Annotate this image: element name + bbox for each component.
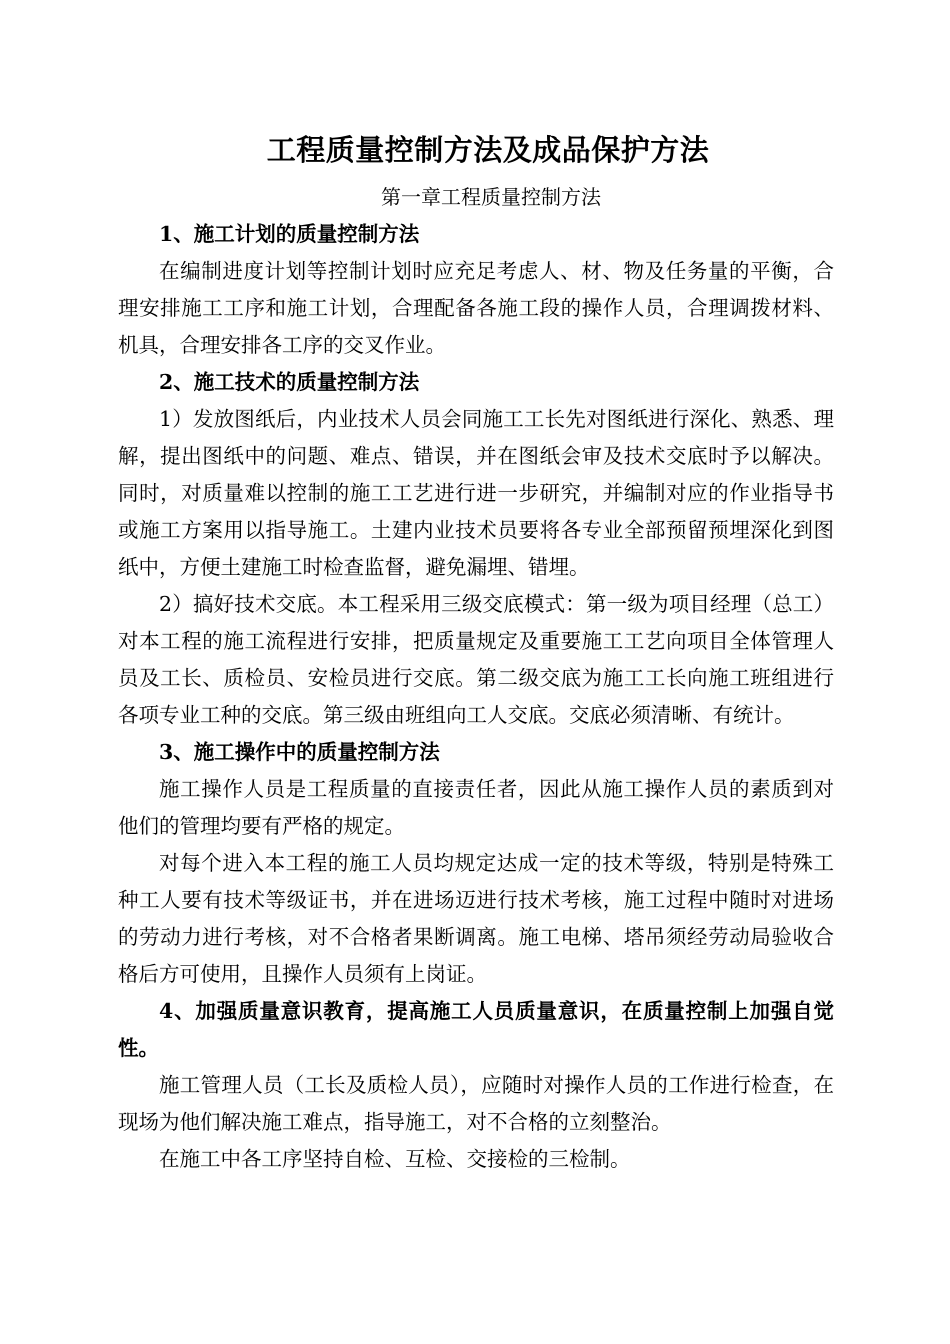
section-heading-2: 2、施工技术的质量控制方法 bbox=[159, 370, 420, 394]
body-paragraph: 2）搞好技术交底。本工程采用三级交底模式：第一级为项目经理（总工）对本工程的施工流程进行安排，把质量规定及重要施工工艺向项目全体管理人员及工长、质检员、安检员进行交底。第二级交底为施工工长向施工班组进行各项专业工种的交底。第三级由班组向工人交底。交底必须清晰、有统计。 bbox=[118, 592, 834, 727]
section-heading-3: 3、施工操作中的质量控制方法 bbox=[159, 740, 440, 764]
body-paragraph: 在施工中各工序坚持自检、互检、交接检的三检制。 bbox=[159, 1147, 631, 1171]
body-paragraph: 施工操作人员是工程质量的直接责任者，因此从施工操作人员的素质到对他们的管理均要有严格的规定。 bbox=[118, 777, 834, 838]
body-paragraph: 施工管理人员（工长及质检人员），应随时对操作人员的工作进行检查，在现场为他们解决施工难点，指导施工，对不合格的立刻整治。 bbox=[118, 1073, 834, 1134]
body-paragraph: 1）发放图纸后，内业技术人员会同施工工长先对图纸进行深化、熟悉、理解，提出图纸中的问题、难点、错误，并在图纸会审及技术交底时予以解决。同时，对质量难以控制的施工工艺进行进一步研究，并编制对应的作业指导书或施工方案用以指导施工。土建内业技术员要将各专业全部预留预埋深化到图纸中，方便土建施工时检查监督，避免漏埋、错埋。 bbox=[118, 407, 834, 579]
chapter-heading: 第一章工程质量控制方法 bbox=[381, 185, 601, 209]
section-heading-1: 1、施工计划的质量控制方法 bbox=[159, 222, 420, 246]
document-page bbox=[118, 128, 834, 1178]
section-heading-4: 4、加强质量意识教育，提高施工人员质量意识，在质量控制上加强自觉性。 bbox=[118, 999, 834, 1060]
body-paragraph: 在编制进度计划等控制计划时应充足考虑人、材、物及任务量的平衡，合理安排施工工序和施工计划，合理配备各施工段的操作人员，合理调拨材料、机具，合理安排各工序的交叉作业。 bbox=[118, 259, 834, 357]
body-paragraph: 对每个进入本工程的施工人员均规定达成一定的技术等级，特别是特殊工种工人要有技术等级证书，并在进场迈进行技术考核，施工过程中随时对进场的劳动力进行考核，对不合格者果断调离。施工电梯、塔吊须经劳动局验收合格后方可使用，且操作人员须有上岗证。 bbox=[118, 851, 834, 986]
document-title: 工程质量控制方法及成品保护方法 bbox=[266, 133, 710, 167]
